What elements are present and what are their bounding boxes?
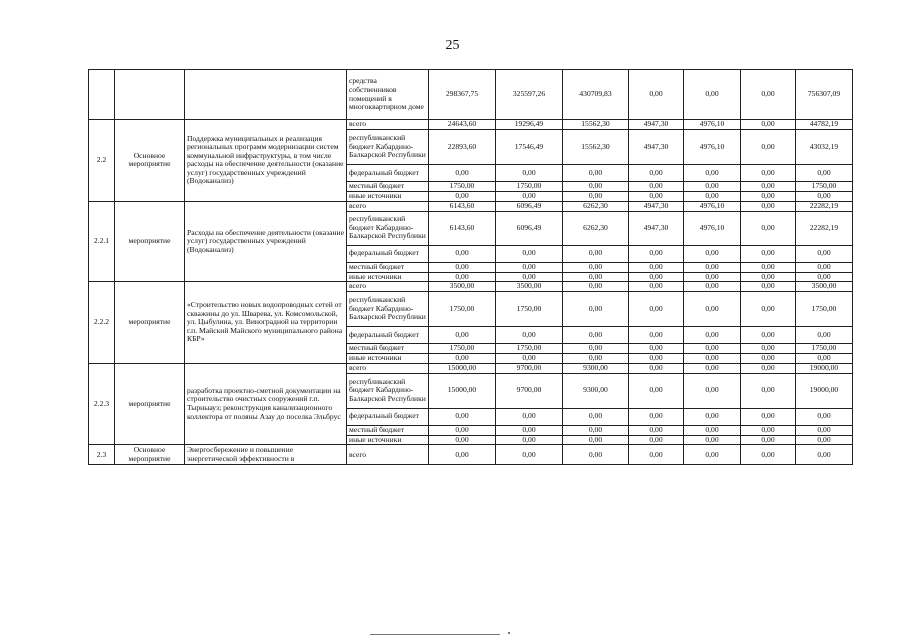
value-cell: 0,00 xyxy=(496,262,563,272)
value-cell: 0,00 xyxy=(684,182,741,192)
value-cell: 0,00 xyxy=(563,435,629,445)
value-cell: 0,00 xyxy=(429,354,496,364)
value-cell: 0,00 xyxy=(741,120,796,130)
value-cell: 4976,10 xyxy=(684,211,741,245)
value-cell: 17546,49 xyxy=(496,130,563,165)
value-cell: 6143,60 xyxy=(429,201,496,211)
value-cell: 0,00 xyxy=(796,327,853,344)
funding-source: местный бюджет xyxy=(347,425,429,435)
value-cell: 15562,30 xyxy=(563,120,629,130)
value-cell: 0,00 xyxy=(563,165,629,182)
row-kind: Основное мероприятие xyxy=(115,120,185,202)
row-name: «Строительство новых водопроводных сетей от скважины до ул. Шварева, ул. Комсомольской, ул. Цыбулина, ул. Виноградной на территории г.п. Майский Майского муниципального района КБР» xyxy=(185,282,347,364)
funding-source: федеральный бюджет xyxy=(347,408,429,425)
value-cell: 0,00 xyxy=(796,245,853,262)
value-cell: 0,00 xyxy=(429,262,496,272)
value-cell: 0,00 xyxy=(684,373,741,408)
row-code xyxy=(89,70,115,120)
value-cell: 0,00 xyxy=(429,425,496,435)
value-cell: 0,00 xyxy=(741,192,796,202)
funding-source: республиканский бюджет Кабардино-Балкарской Республики xyxy=(347,130,429,165)
value-cell: 0,00 xyxy=(629,373,684,408)
value-cell: 0,00 xyxy=(796,354,853,364)
value-cell: 0,00 xyxy=(563,272,629,282)
value-cell: 22282,19 xyxy=(796,201,853,211)
value-cell: 0,00 xyxy=(629,282,684,292)
value-cell: 0,00 xyxy=(563,292,629,327)
value-cell: 0,00 xyxy=(684,445,741,465)
value-cell: 1750,00 xyxy=(796,182,853,192)
funding-source: иные источники xyxy=(347,435,429,445)
funding-source: иные источники xyxy=(347,192,429,202)
funding-source: федеральный бюджет xyxy=(347,245,429,262)
value-cell: 430709,83 xyxy=(563,70,629,120)
value-cell: 0,00 xyxy=(684,272,741,282)
value-cell: 43032,19 xyxy=(796,130,853,165)
value-cell: 0,00 xyxy=(563,408,629,425)
value-cell: 0,00 xyxy=(629,425,684,435)
value-cell: 0,00 xyxy=(563,327,629,344)
value-cell: 0,00 xyxy=(429,165,496,182)
value-cell: 0,00 xyxy=(629,327,684,344)
row-code: 2.2.1 xyxy=(89,201,115,282)
funding-source: всего xyxy=(347,445,429,465)
funding-source: местный бюджет xyxy=(347,344,429,354)
value-cell: 0,00 xyxy=(629,272,684,282)
row-kind: мероприятие xyxy=(115,282,185,364)
value-cell: 4947,30 xyxy=(629,130,684,165)
row-code: 2.3 xyxy=(89,445,115,465)
footer-rule xyxy=(370,634,500,635)
value-cell: 4947,30 xyxy=(629,211,684,245)
row-name: Расходы на обеспечение деятельности (оказание услуг) государственных учреждений (Водоканализ) xyxy=(185,201,347,282)
value-cell: 0,00 xyxy=(629,182,684,192)
value-cell: 1750,00 xyxy=(429,344,496,354)
value-cell: 0,00 xyxy=(684,344,741,354)
table-row xyxy=(89,363,853,373)
funding-source: средства собственников помещений в многоквартирном доме xyxy=(347,70,429,120)
value-cell: 0,00 xyxy=(741,445,796,465)
row-code: 2.2 xyxy=(89,120,115,202)
value-cell: 15562,30 xyxy=(563,130,629,165)
value-cell: 0,00 xyxy=(741,282,796,292)
value-cell: 0,00 xyxy=(741,327,796,344)
funding-source: республиканский бюджет Кабардино-Балкарской Республики xyxy=(347,211,429,245)
value-cell: 0,00 xyxy=(796,192,853,202)
table-row xyxy=(89,120,853,130)
value-cell: 0,00 xyxy=(496,272,563,282)
funding-source: местный бюджет xyxy=(347,262,429,272)
value-cell: 22282,19 xyxy=(796,211,853,245)
funding-source: республиканский бюджет Кабардино-Балкарской Республики xyxy=(347,292,429,327)
value-cell: 9700,00 xyxy=(496,363,563,373)
value-cell: 0,00 xyxy=(429,192,496,202)
value-cell: 4947,30 xyxy=(629,201,684,211)
value-cell: 3500,00 xyxy=(496,282,563,292)
value-cell: 1750,00 xyxy=(496,344,563,354)
value-cell: 4976,10 xyxy=(684,120,741,130)
value-cell: 0,00 xyxy=(796,408,853,425)
value-cell: 15000,00 xyxy=(429,373,496,408)
funding-source: всего xyxy=(347,282,429,292)
value-cell: 0,00 xyxy=(496,354,563,364)
value-cell: 0,00 xyxy=(684,282,741,292)
value-cell: 1750,00 xyxy=(796,344,853,354)
value-cell: 1750,00 xyxy=(429,292,496,327)
value-cell: 298367,75 xyxy=(429,70,496,120)
value-cell: 6096,49 xyxy=(496,201,563,211)
row-kind: мероприятие xyxy=(115,363,185,445)
value-cell: 0,00 xyxy=(629,435,684,445)
value-cell: 0,00 xyxy=(496,192,563,202)
budget-table xyxy=(88,69,853,465)
value-cell: 0,00 xyxy=(684,70,741,120)
value-cell: 756307,09 xyxy=(796,70,853,120)
value-cell: 0,00 xyxy=(796,272,853,282)
table-row xyxy=(89,70,853,120)
value-cell: 0,00 xyxy=(684,262,741,272)
value-cell: 0,00 xyxy=(629,344,684,354)
row-name: Поддержка муниципальных и реализация региональных программ модернизации систем коммунальной инфраструктуры, в том числе расходы на обеспечение деятельности (оказание услуг) государственных учреждений (Водоканализ) xyxy=(185,120,347,202)
value-cell: 0,00 xyxy=(563,354,629,364)
value-cell: 0,00 xyxy=(563,344,629,354)
value-cell: 0,00 xyxy=(741,70,796,120)
funding-source: местный бюджет xyxy=(347,182,429,192)
value-cell: 0,00 xyxy=(496,408,563,425)
table-row xyxy=(89,201,853,211)
value-cell: 0,00 xyxy=(563,192,629,202)
value-cell: 0,00 xyxy=(741,373,796,408)
value-cell: 0,00 xyxy=(629,165,684,182)
value-cell: 0,00 xyxy=(629,192,684,202)
value-cell: 6143,60 xyxy=(429,211,496,245)
value-cell: 0,00 xyxy=(684,245,741,262)
value-cell: 0,00 xyxy=(741,130,796,165)
value-cell: 4947,30 xyxy=(629,120,684,130)
value-cell: 0,00 xyxy=(684,165,741,182)
value-cell: 4976,10 xyxy=(684,130,741,165)
value-cell: 0,00 xyxy=(684,435,741,445)
value-cell: 0,00 xyxy=(741,292,796,327)
value-cell: 325597,26 xyxy=(496,70,563,120)
value-cell: 0,00 xyxy=(796,262,853,272)
row-kind: мероприятие xyxy=(115,201,185,282)
value-cell: 22893,60 xyxy=(429,130,496,165)
value-cell: 0,00 xyxy=(496,165,563,182)
value-cell: 0,00 xyxy=(741,262,796,272)
value-cell: 1750,00 xyxy=(496,182,563,192)
value-cell: 15000,00 xyxy=(429,363,496,373)
value-cell: 0,00 xyxy=(741,354,796,364)
funding-source: федеральный бюджет xyxy=(347,327,429,344)
row-name: Энергосбережение и повышение энергетической эффективности в xyxy=(185,445,347,465)
page-number: 25 xyxy=(445,38,460,53)
value-cell: 0,00 xyxy=(629,363,684,373)
value-cell: 0,00 xyxy=(563,245,629,262)
value-cell: 0,00 xyxy=(684,327,741,344)
value-cell: 0,00 xyxy=(796,425,853,435)
value-cell: 0,00 xyxy=(429,435,496,445)
row-name xyxy=(185,70,347,120)
value-cell: 0,00 xyxy=(496,245,563,262)
value-cell: 0,00 xyxy=(684,363,741,373)
value-cell: 9300,00 xyxy=(563,363,629,373)
value-cell: 0,00 xyxy=(629,70,684,120)
value-cell: 0,00 xyxy=(629,292,684,327)
value-cell: 0,00 xyxy=(563,182,629,192)
funding-source: республиканский бюджет Кабардино-Балкарской Республики xyxy=(347,373,429,408)
value-cell: 1750,00 xyxy=(796,292,853,327)
value-cell: 0,00 xyxy=(684,425,741,435)
value-cell: 0,00 xyxy=(629,354,684,364)
value-cell: 0,00 xyxy=(684,408,741,425)
value-cell: 0,00 xyxy=(684,354,741,364)
value-cell: 0,00 xyxy=(684,192,741,202)
value-cell: 9700,00 xyxy=(496,373,563,408)
funding-source: всего xyxy=(347,201,429,211)
row-code: 2.2.2 xyxy=(89,282,115,364)
value-cell: 0,00 xyxy=(629,408,684,425)
value-cell: 24643,60 xyxy=(429,120,496,130)
value-cell: 0,00 xyxy=(796,445,853,465)
value-cell: 0,00 xyxy=(496,435,563,445)
value-cell: 0,00 xyxy=(563,425,629,435)
value-cell: 6262,30 xyxy=(563,211,629,245)
value-cell: 0,00 xyxy=(429,245,496,262)
row-name: разработка проектно-сметной документации на строительство очистных сооружений г.п. Тырныауз; реконструкция канализационного коллектора от поляны Азау до поселка Эльбрус xyxy=(185,363,347,445)
value-cell: 0,00 xyxy=(429,272,496,282)
value-cell: 0,00 xyxy=(796,435,853,445)
value-cell: 0,00 xyxy=(741,435,796,445)
value-cell: 0,00 xyxy=(741,201,796,211)
value-cell: 0,00 xyxy=(741,182,796,192)
value-cell: 0,00 xyxy=(741,165,796,182)
value-cell: 0,00 xyxy=(741,344,796,354)
table-row xyxy=(89,445,853,465)
value-cell: 6262,30 xyxy=(563,201,629,211)
value-cell: 44782,19 xyxy=(796,120,853,130)
value-cell: 3500,00 xyxy=(429,282,496,292)
table-row xyxy=(89,282,853,292)
funding-source: всего xyxy=(347,363,429,373)
value-cell: 0,00 xyxy=(496,327,563,344)
value-cell: 0,00 xyxy=(741,272,796,282)
value-cell: 0,00 xyxy=(429,327,496,344)
value-cell: 0,00 xyxy=(563,282,629,292)
value-cell: 4976,10 xyxy=(684,201,741,211)
funding-source: федеральный бюджет xyxy=(347,165,429,182)
value-cell: 0,00 xyxy=(496,445,563,465)
value-cell: 0,00 xyxy=(796,165,853,182)
row-kind xyxy=(115,70,185,120)
value-cell: 3500,00 xyxy=(796,282,853,292)
funding-source: всего xyxy=(347,120,429,130)
value-cell: 6096,49 xyxy=(496,211,563,245)
value-cell: 0,00 xyxy=(429,445,496,465)
value-cell: 0,00 xyxy=(684,292,741,327)
row-kind: Основное мероприятие xyxy=(115,445,185,465)
value-cell: 0,00 xyxy=(629,245,684,262)
value-cell: 0,00 xyxy=(496,425,563,435)
value-cell: 19296,49 xyxy=(496,120,563,130)
value-cell: 0,00 xyxy=(741,245,796,262)
value-cell: 9300,00 xyxy=(563,373,629,408)
value-cell: 1750,00 xyxy=(496,292,563,327)
value-cell: 0,00 xyxy=(629,262,684,272)
value-cell: 0,00 xyxy=(741,211,796,245)
value-cell: 0,00 xyxy=(563,445,629,465)
value-cell: 19000,00 xyxy=(796,363,853,373)
value-cell: 0,00 xyxy=(741,425,796,435)
value-cell: 0,00 xyxy=(629,445,684,465)
value-cell: 0,00 xyxy=(741,363,796,373)
funding-source: иные источники xyxy=(347,354,429,364)
value-cell: 0,00 xyxy=(741,408,796,425)
value-cell: 1750,00 xyxy=(429,182,496,192)
value-cell: 19000,00 xyxy=(796,373,853,408)
row-code: 2.2.3 xyxy=(89,363,115,445)
funding-source: иные источники xyxy=(347,272,429,282)
footer-mark xyxy=(508,632,510,634)
value-cell: 0,00 xyxy=(563,262,629,272)
value-cell: 0,00 xyxy=(429,408,496,425)
